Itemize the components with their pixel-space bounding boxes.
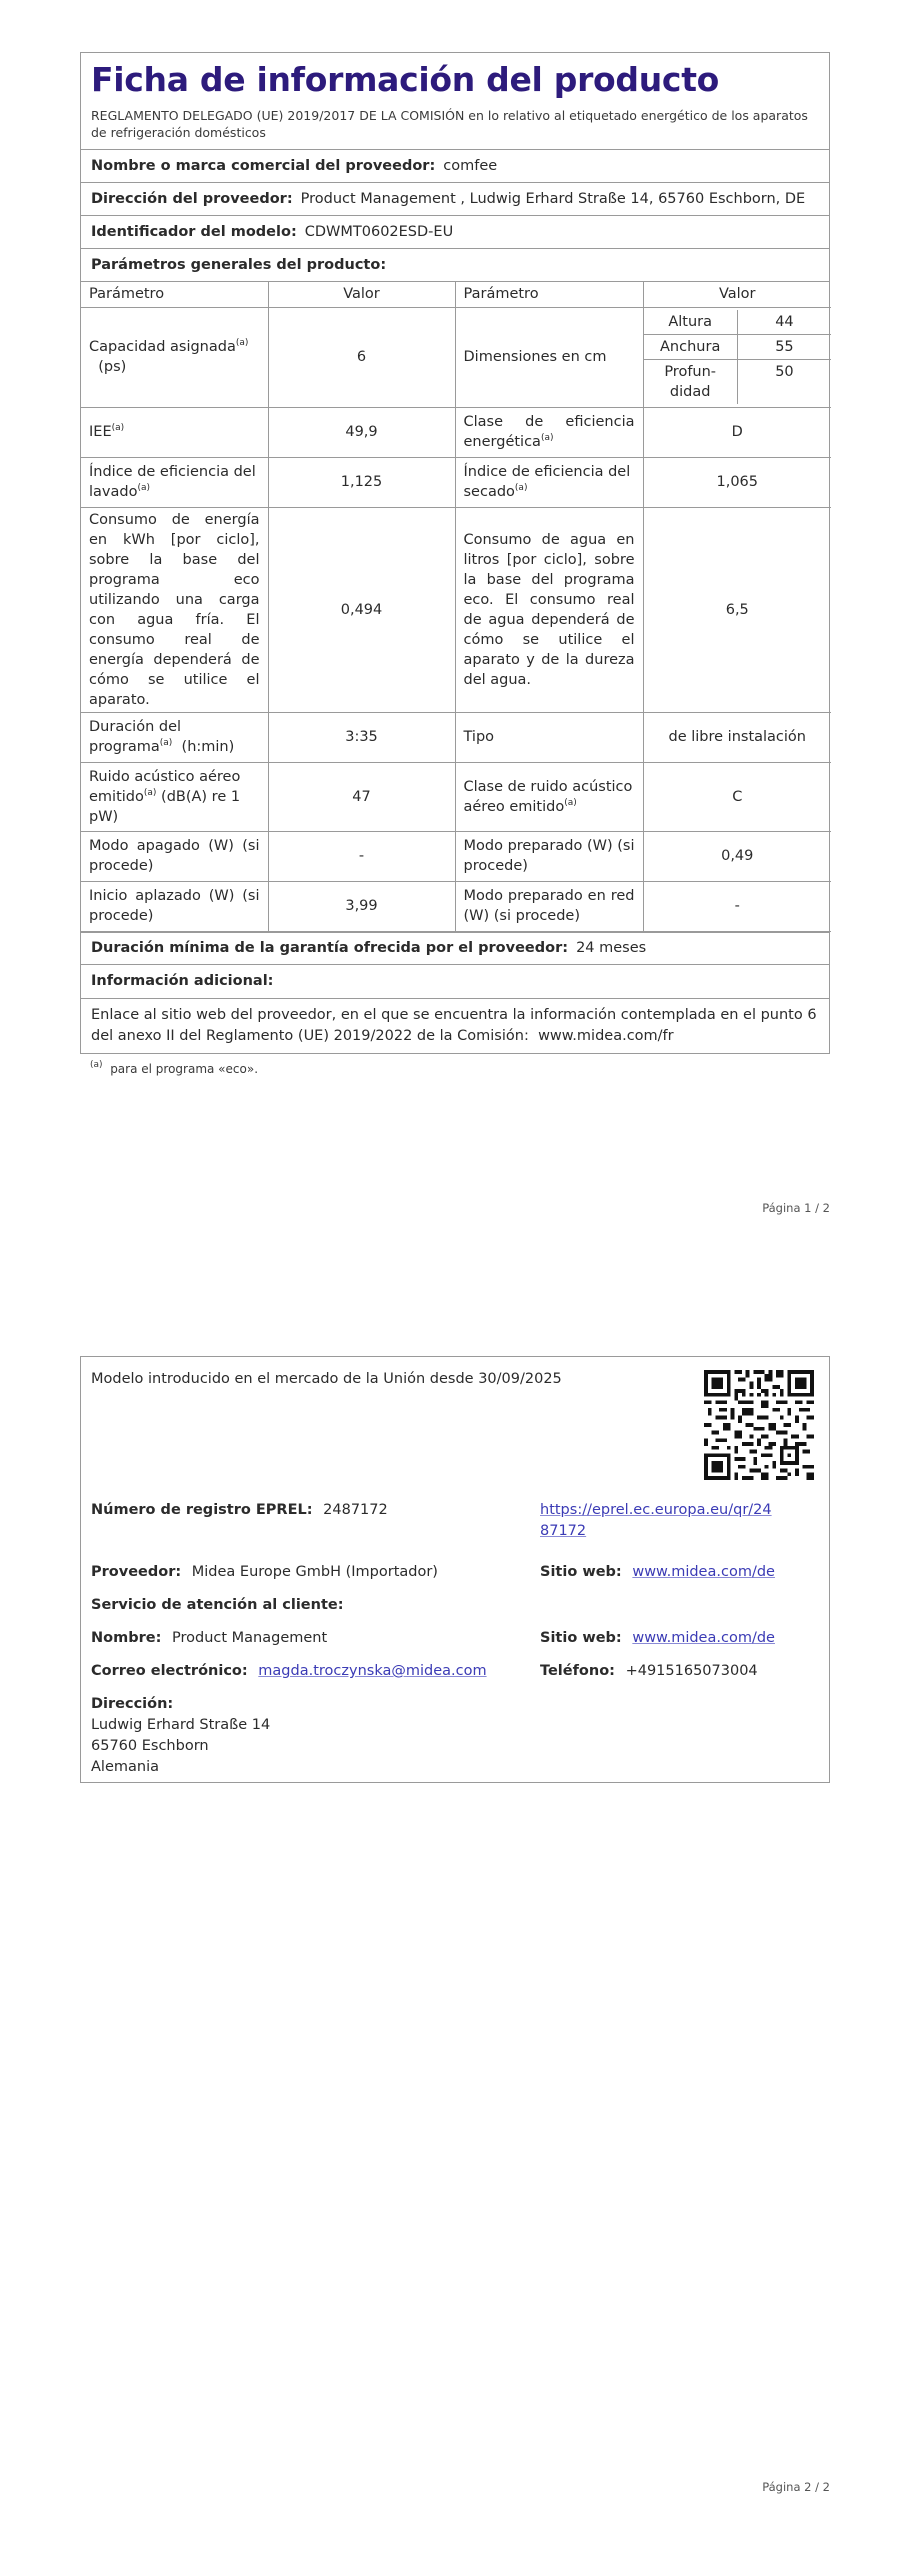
capacity-value: 6 <box>268 307 455 407</box>
email-label: Correo electrónico: <box>91 1663 248 1679</box>
customer-service-row <box>91 1595 350 1616</box>
parameters-table <box>81 282 831 932</box>
water-consumption-label: Consumo de agua en litros [por ciclo], sobre la base del programa eco. El consumo real de agua dependerá de cómo se utilice el aparato y de la dureza del agua. <box>455 507 643 712</box>
supplier-address-value: Product Management , Ludwig Erhard Straße 14, 65760 Eschborn, DE <box>300 191 806 207</box>
general-params-label: Parámetros generales del producto: <box>91 257 387 273</box>
table-row <box>81 407 831 457</box>
website-row <box>540 1562 775 1583</box>
type-label: Tipo <box>455 712 643 762</box>
capacity-label-cell <box>81 307 268 407</box>
footnote-mark: (a) <box>143 787 157 798</box>
address-line-3: Alemania <box>91 1759 159 1775</box>
noise-class-value: C <box>643 762 831 831</box>
table-row <box>81 831 831 881</box>
header-param-2: Parámetro <box>455 282 643 307</box>
supplier-value: Midea Europe GmbH (Importador) <box>191 1564 438 1580</box>
networked-standby-label: Modo preparado en red (W) (si procede) <box>455 881 643 931</box>
website-2-link[interactable]: www.midea.com/de <box>632 1630 775 1646</box>
delay-start-value: 3,99 <box>268 881 455 931</box>
eprel-info-box <box>80 1356 830 1783</box>
address-line-1: Ludwig Erhard Straße 14 <box>91 1717 271 1733</box>
width-value: 55 <box>737 335 831 360</box>
duration-label: Duración del programa <box>89 719 182 755</box>
eprel-link-line-1[interactable]: https://eprel.ec.europa.eu/qr/24 <box>540 1502 772 1518</box>
depth-label: Profun-didad <box>644 360 738 405</box>
model-id-value: CDWMT0602ESD-EU <box>304 224 454 240</box>
eprel-label: Número de registro EPREL: <box>91 1502 313 1518</box>
dry-index-value: 1,065 <box>643 457 831 507</box>
general-params-row <box>81 249 829 282</box>
capacity-unit: (ps) <box>98 359 127 375</box>
duration-value: 3:35 <box>268 712 455 762</box>
table-row <box>81 881 831 931</box>
page-number: Página 2 / 2 <box>762 2480 830 2494</box>
footnote-mark: (a) <box>235 338 249 348</box>
networked-standby-value: - <box>643 881 831 931</box>
supplier-link-row <box>81 998 829 1053</box>
footnote-mark: (a) <box>90 1060 103 1070</box>
supplier-name-value: comfee <box>443 158 498 174</box>
dimensions-cell <box>643 307 831 407</box>
capacity-label: Capacidad asignada <box>89 339 236 355</box>
standby-value: 0,49 <box>643 831 831 881</box>
iee-label: IEE <box>89 424 112 440</box>
dry-index-label-cell <box>455 457 643 507</box>
wash-index-value: 1,125 <box>268 457 455 507</box>
dimensions-table <box>644 310 832 405</box>
page-2 <box>0 1280 906 2560</box>
off-mode-value: - <box>268 831 455 881</box>
website-link[interactable]: www.midea.com/de <box>632 1564 775 1580</box>
dimensions-label: Dimensiones en cm <box>455 307 643 407</box>
iee-label-cell <box>81 407 268 457</box>
header-param: Parámetro <box>81 282 268 307</box>
phone-value: +4915165073004 <box>625 1663 758 1679</box>
energy-class-label-cell <box>455 407 643 457</box>
eprel-value: 2487172 <box>323 1502 388 1518</box>
model-id-row <box>81 216 829 249</box>
website-2-label: Sitio web: <box>540 1630 622 1646</box>
supplier-label: Proveedor: <box>91 1564 182 1580</box>
table-row <box>81 307 831 407</box>
eprel-link-line-2[interactable]: 87172 <box>540 1523 587 1539</box>
additional-info-label: Información adicional: <box>91 973 274 989</box>
supplier-address-label: Dirección del proveedor: <box>91 191 293 207</box>
off-mode-label: Modo apagado (W) (si procede) <box>81 831 268 881</box>
phone-row <box>540 1661 758 1682</box>
warranty-value: 24 meses <box>576 940 647 956</box>
email-link[interactable]: magda.troczynska@midea.com <box>258 1663 487 1679</box>
footnote-mark: (a) <box>111 423 125 433</box>
table-row <box>81 507 831 712</box>
email-row <box>91 1661 487 1682</box>
table-header-row <box>81 282 831 307</box>
customer-service-label: Servicio de atención al cliente: <box>91 1597 344 1613</box>
supplier-row <box>91 1562 438 1583</box>
footnote-mark: (a) <box>540 433 554 443</box>
energy-class-value: D <box>643 407 831 457</box>
height-label: Altura <box>644 310 738 335</box>
noise-label-cell <box>81 762 268 831</box>
footnote-mark: (a) <box>564 797 577 808</box>
page-title: Ficha de información del producto <box>91 60 720 99</box>
warranty-row <box>81 932 829 965</box>
model-id-label: Identificador del modelo: <box>91 224 297 240</box>
website-2-row <box>540 1628 775 1649</box>
energy-consumption-value: 0,494 <box>268 507 455 712</box>
contact-name-label: Nombre: <box>91 1630 162 1646</box>
supplier-link-text: Enlace al sitio web del proveedor, en el que se encuentra la información contemplada en el punto 6 del anexo II del Reglamento (UE) 2019/2022 de la Comisión: <box>91 1006 817 1044</box>
water-consumption-value: 6,5 <box>643 507 831 712</box>
eprel-row <box>91 1500 388 1521</box>
footnote-text: para el programa «eco». <box>110 1062 259 1076</box>
warranty-label: Duración mínima de la garantía ofrecida por el proveedor: <box>91 940 569 956</box>
footnote-mark: (a) <box>137 483 151 493</box>
eprel-link[interactable] <box>540 1500 810 1542</box>
wash-index-label: Índice de eficiencia del lavado <box>89 464 256 500</box>
footnote <box>90 1062 258 1076</box>
contact-name-value: Product Management <box>171 1630 328 1646</box>
footnote-mark: (a) <box>159 738 173 748</box>
energy-class-label: Clase de eficiencia energética <box>463 414 635 450</box>
type-value: de libre instalación <box>643 712 831 762</box>
energy-consumption-label: Consumo de energía en kWh [por ciclo], sobre la base del programa eco utilizando una carga con agua fría. El consumo real de energía dependerá de cómo se utilice el aparato. <box>81 507 268 712</box>
contact-name-row <box>91 1628 327 1649</box>
table-row <box>81 712 831 762</box>
width-label: Anchura <box>644 335 738 360</box>
duration-label-cell <box>81 712 268 762</box>
product-info-sheet <box>80 52 830 1054</box>
supplier-address-row <box>81 183 829 216</box>
qr-code-icon[interactable] <box>704 1370 814 1480</box>
header-value-2: Valor <box>643 282 831 307</box>
additional-info-row <box>81 965 829 998</box>
website-label: Sitio web: <box>540 1564 622 1580</box>
market-intro: Modelo introducido en el mercado de la Unión desde 30/09/2025 <box>91 1371 562 1387</box>
delay-start-label: Inicio aplazado (W) (si procede) <box>81 881 268 931</box>
table-row <box>81 457 831 507</box>
duration-unit: (h:min) <box>181 739 235 755</box>
noise-value: 47 <box>268 762 455 831</box>
address-block <box>91 1694 270 1778</box>
wash-index-label-cell <box>81 457 268 507</box>
header-value: Valor <box>268 282 455 307</box>
address-line-2: 65760 Eschborn <box>91 1738 209 1754</box>
page-number: Página 1 / 2 <box>762 1201 830 1215</box>
phone-label: Teléfono: <box>540 1663 615 1679</box>
address-label: Dirección: <box>91 1696 174 1712</box>
height-value: 44 <box>737 310 831 335</box>
dry-index-label: Índice de eficiencia del secado <box>463 464 631 500</box>
supplier-name-row <box>81 150 829 183</box>
depth-value: 50 <box>737 360 831 405</box>
title-block <box>81 53 829 150</box>
footnote-mark: (a) <box>514 483 528 493</box>
iee-value: 49,9 <box>268 407 455 457</box>
supplier-name-label: Nombre o marca comercial del proveedor: <box>91 158 436 174</box>
noise-class-label-cell <box>455 762 643 831</box>
table-row <box>81 762 831 831</box>
noise-class-label: Clase de ruido acústico aéreo emitido <box>463 778 633 815</box>
supplier-link-url[interactable]: www.midea.com/fr <box>538 1027 674 1044</box>
standby-label: Modo preparado (W) (si procede) <box>455 831 643 881</box>
regulation-subtitle: REGLAMENTO DELEGADO (UE) 2019/2017 DE LA COMISIÓN en lo relativo al etiquetado energético de los aparatos de refrigeración domésticos <box>91 108 808 140</box>
noise-label: Ruido acústico aéreo emitido <box>89 768 241 805</box>
noise-unit: (dB(A) re 1 pW) <box>89 788 241 825</box>
